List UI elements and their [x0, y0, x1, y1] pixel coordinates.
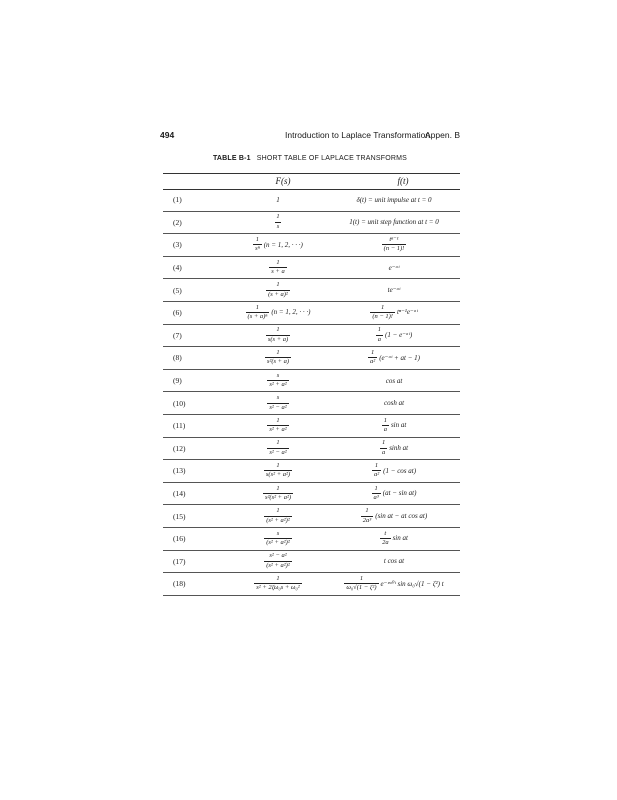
- f-tail: sin at: [392, 534, 408, 543]
- time-function-cell: [328, 347, 460, 369]
- F-numerator: 1: [255, 235, 260, 243]
- table-row: [163, 483, 460, 506]
- table-row: [163, 234, 460, 257]
- f-denominator: a: [381, 448, 386, 456]
- table-row: [163, 325, 460, 348]
- F-text: 1: [276, 195, 280, 204]
- f-fraction: [380, 440, 387, 456]
- laplace-transform-cell: [223, 392, 333, 414]
- laplace-transform-cell: [223, 234, 333, 256]
- f-fraction: [370, 305, 395, 321]
- f-tail: (1 − e⁻ᵃᵗ): [385, 330, 413, 339]
- table-row: [163, 551, 460, 574]
- F-fraction: [264, 463, 292, 479]
- F-numerator: s: [276, 529, 280, 537]
- f-numerator: 1: [370, 348, 375, 356]
- time-function-cell: [328, 392, 460, 414]
- f-numerator: 1: [381, 439, 386, 447]
- F-fraction: [265, 350, 291, 366]
- appendix-label: Appen. B: [425, 130, 460, 140]
- f-text: e⁻ᵃᵗ: [388, 263, 400, 272]
- table-row: [163, 460, 460, 483]
- table-row: [163, 415, 460, 438]
- laplace-transform-cell: [223, 257, 333, 279]
- row-number: (13): [173, 466, 186, 476]
- F-denominator: sⁿ: [255, 245, 260, 253]
- F-denominator: s² + 2ζω₀s + ω₀²: [256, 584, 300, 592]
- time-function-cell: [328, 483, 460, 505]
- F-fraction: [263, 486, 293, 502]
- f-denominator: (n − 1)!: [383, 245, 405, 253]
- F-fraction: [246, 305, 270, 321]
- row-number: (12): [173, 443, 186, 453]
- laplace-transform-cell: [223, 347, 333, 369]
- table-row: [163, 212, 460, 235]
- time-function-cell: [328, 438, 460, 460]
- laplace-transform-cell: [223, 302, 333, 324]
- column-header-F: F(s): [275, 176, 291, 186]
- time-function-cell: [328, 234, 460, 256]
- F-denominator: s(s² + a²): [265, 471, 291, 479]
- row-number: (1): [173, 195, 182, 205]
- row-number: (5): [173, 285, 182, 295]
- F-numerator: s: [276, 371, 280, 379]
- column-headers: [163, 174, 460, 190]
- table-caption: [160, 155, 460, 162]
- F-fraction: [269, 260, 286, 276]
- F-numerator: 1: [276, 574, 280, 582]
- F-numerator: 1: [276, 281, 280, 289]
- laplace-transform-cell: [223, 370, 333, 392]
- F-numerator: 1: [276, 258, 280, 266]
- time-function-cell: [328, 189, 460, 211]
- f-tail: (at − sin at): [382, 489, 417, 498]
- F-fraction: [274, 214, 281, 230]
- f-denominator: 2a: [382, 539, 389, 547]
- F-numerator: s: [276, 394, 280, 402]
- F-denominator: (s² + a²)²: [266, 539, 290, 547]
- row-number: (16): [173, 534, 186, 544]
- F-fraction: [267, 440, 288, 456]
- row-number: (18): [173, 579, 186, 589]
- F-numerator: 1: [255, 303, 260, 311]
- F-denominator: (s + a)ⁿ: [247, 313, 268, 321]
- row-number: (3): [173, 240, 182, 250]
- laplace-transform-cell: [223, 483, 333, 505]
- f-text: cosh at: [383, 399, 405, 408]
- row-number: (15): [173, 511, 186, 521]
- f-tail: (1 − cos at): [383, 466, 417, 475]
- transform-table: [163, 189, 460, 596]
- F-numerator: 1: [276, 326, 280, 334]
- F-denominator: (s² + a²)²: [266, 561, 290, 569]
- row-number: (6): [173, 308, 182, 318]
- F-tail: (n = 1, 2, · · ·): [263, 240, 303, 249]
- f-numerator: 1: [359, 574, 364, 582]
- time-function-cell: [328, 212, 460, 234]
- F-denominator: s: [276, 222, 280, 230]
- table-label: TABLE B-1: [212, 155, 251, 162]
- F-fraction: [254, 576, 301, 592]
- page-header: [160, 130, 460, 144]
- F-fraction: [266, 327, 290, 343]
- time-function-cell: [328, 551, 460, 573]
- F-numerator: 1: [276, 439, 280, 447]
- f-numerator: 1: [377, 326, 382, 334]
- time-function-cell: [328, 505, 460, 527]
- F-fraction: [264, 508, 292, 524]
- F-numerator: s² − a²: [269, 552, 287, 560]
- f-fraction: [376, 327, 383, 343]
- f-tail: tⁿ⁻¹e⁻ᵃᵗ: [396, 308, 418, 317]
- f-fraction: [372, 486, 381, 502]
- row-number: (14): [173, 489, 186, 499]
- laplace-transform-cell: [223, 551, 333, 573]
- F-fraction: [264, 531, 292, 547]
- F-denominator: s²(s² + a²): [264, 494, 292, 502]
- f-tail: sinh at: [389, 443, 409, 452]
- laplace-transform-cell: [223, 528, 333, 550]
- table-row: [163, 302, 460, 325]
- F-fraction: [264, 553, 292, 569]
- laplace-transform-cell: [223, 212, 333, 234]
- F-fraction: [267, 395, 288, 411]
- f-fraction: [382, 237, 407, 253]
- laplace-transform-cell: [223, 573, 333, 595]
- f-denominator: a²: [373, 471, 380, 479]
- f-numerator: 1: [374, 461, 379, 469]
- F-denominator: s² + a²: [269, 426, 287, 434]
- f-tail: sin at: [390, 421, 407, 430]
- time-function-cell: [328, 528, 460, 550]
- time-function-cell: [328, 573, 460, 595]
- F-fraction: [253, 237, 262, 253]
- laplace-transform-cell: [223, 189, 333, 211]
- f-text: cos at: [385, 376, 403, 385]
- f-numerator: 1: [381, 303, 385, 311]
- row-number: (2): [173, 217, 182, 227]
- laplace-transform-cell: [223, 415, 333, 437]
- table-row: [163, 573, 460, 596]
- f-denominator: a: [377, 335, 382, 343]
- f-tail: (sin at − at cos at): [375, 511, 428, 520]
- f-text: 1(t) = unit step function at t = 0: [349, 218, 439, 227]
- F-numerator: 1: [276, 484, 280, 492]
- f-tail: e⁻ᶻʷ⁰ᵗ sin ω₀√(1 − ζ²) t: [380, 579, 444, 588]
- laplace-transform-cell: [223, 438, 333, 460]
- f-denominator: 2a³: [362, 516, 372, 524]
- table-row: [163, 438, 460, 461]
- f-text: te⁻ᵃᵗ: [387, 286, 401, 295]
- column-header-f: f(t): [397, 176, 409, 186]
- f-fraction: [368, 350, 377, 366]
- F-denominator: s² − a²: [269, 448, 287, 456]
- row-number: (11): [173, 421, 186, 431]
- f-denominator: (n − 1)!: [372, 313, 393, 321]
- f-numerator: tⁿ⁻¹: [389, 235, 399, 243]
- f-numerator: 1: [383, 416, 387, 424]
- f-denominator: ω₀√(1 − ζ²): [346, 584, 377, 592]
- f-fraction: [382, 418, 389, 434]
- F-numerator: 1: [276, 461, 280, 469]
- laplace-transform-cell: [223, 325, 333, 347]
- f-numerator: t: [384, 529, 387, 537]
- time-function-cell: [328, 325, 460, 347]
- F-tail: (n = 1, 2, · · ·): [271, 308, 311, 317]
- F-fraction: [267, 373, 288, 389]
- laplace-transform-cell: [223, 460, 333, 482]
- F-denominator: (s + a)²: [268, 290, 288, 298]
- table-row: [163, 279, 460, 302]
- table-row: [163, 257, 460, 280]
- f-text: t cos at: [383, 557, 405, 566]
- f-fraction: [361, 508, 373, 524]
- f-numerator: 1: [374, 484, 378, 492]
- time-function-cell: [328, 279, 460, 301]
- table-row: [163, 189, 460, 212]
- row-number: (10): [173, 398, 186, 408]
- f-fraction: [344, 576, 378, 592]
- F-fraction: [267, 418, 288, 434]
- row-number: (9): [173, 376, 182, 386]
- table-row: [163, 392, 460, 415]
- table-title: SHORT TABLE OF LAPLACE TRANSFORMS: [256, 155, 408, 162]
- row-number: (8): [173, 353, 182, 363]
- F-numerator: 1: [276, 213, 280, 221]
- row-number: (7): [173, 330, 182, 340]
- F-fraction: [266, 282, 290, 298]
- F-denominator: s²(s + a): [266, 358, 290, 366]
- f-fraction: [372, 463, 381, 479]
- table-row: [163, 505, 460, 528]
- table-row: [163, 528, 460, 551]
- page-number: 494: [160, 130, 175, 140]
- time-function-cell: [328, 415, 460, 437]
- F-denominator: s² − a²: [269, 403, 287, 411]
- f-denominator: a: [383, 426, 387, 434]
- f-text: δ(t) = unit impulse at t = 0: [356, 195, 432, 204]
- F-denominator: s + a: [271, 268, 285, 276]
- time-function-cell: [328, 257, 460, 279]
- time-function-cell: [328, 460, 460, 482]
- F-denominator: s(s + a): [267, 335, 289, 343]
- f-denominator: a³: [373, 494, 379, 502]
- laplace-transform-cell: [223, 279, 333, 301]
- row-number: (17): [173, 556, 186, 566]
- table-row: [163, 347, 460, 370]
- f-fraction: [380, 531, 391, 547]
- time-function-cell: [328, 302, 460, 324]
- time-function-cell: [328, 370, 460, 392]
- running-title: Introduction to Laplace Transformation: [285, 130, 431, 140]
- f-denominator: a²: [369, 358, 376, 366]
- F-numerator: 1: [276, 348, 280, 356]
- F-numerator: 1: [276, 416, 280, 424]
- F-denominator: s² + a²: [269, 381, 287, 389]
- F-denominator: (s² + a²)²: [266, 516, 290, 524]
- F-numerator: 1: [276, 507, 280, 515]
- laplace-transform-cell: [223, 505, 333, 527]
- f-numerator: 1: [365, 507, 369, 515]
- f-tail: (e⁻ᵃᵗ + at − 1): [379, 353, 421, 362]
- row-number: (4): [173, 263, 182, 273]
- table-row: [163, 370, 460, 393]
